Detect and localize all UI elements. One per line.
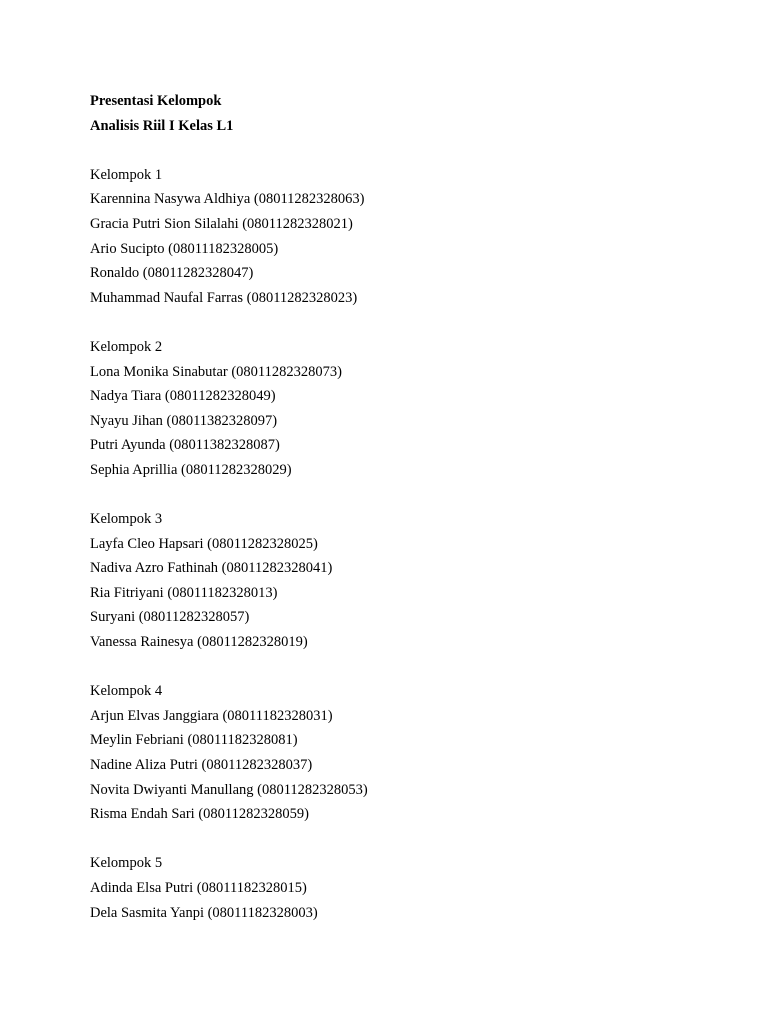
spacer bbox=[90, 310, 730, 335]
member-item: Muhammad Naufal Farras (08011282328023) bbox=[90, 289, 358, 306]
member-item: Karennina Nasywa Aldhiya (08011282328063) bbox=[90, 191, 365, 208]
member-item: Gracia Putri Sion Silalahi (08011282328021) bbox=[90, 215, 353, 232]
member-item: Risma Endah Sari (08011282328059) bbox=[90, 806, 309, 823]
group-4 bbox=[90, 679, 730, 827]
member-item: Nyayu Jihan (08011382328097) bbox=[90, 412, 278, 429]
member-item: Layfa Cleo Hapsari (08011282328025) bbox=[90, 535, 318, 552]
member-item: Nadine Aliza Putri (08011282328037) bbox=[90, 757, 313, 774]
member-item: Nadya Tiara (08011282328049) bbox=[90, 388, 276, 405]
spacer bbox=[90, 138, 730, 163]
member-item: Suryani (08011282328057) bbox=[90, 609, 250, 626]
group-1 bbox=[90, 163, 730, 311]
group-heading: Kelompok 3 bbox=[90, 511, 163, 528]
member-item: Ria Fitriyani (08011182328013) bbox=[90, 584, 278, 601]
group-3 bbox=[90, 507, 730, 655]
spacer bbox=[90, 827, 730, 852]
member-item: Putri Ayunda (08011382328087) bbox=[90, 437, 280, 454]
document-subtitle: Analisis Riil I Kelas L1 bbox=[90, 117, 234, 134]
spacer bbox=[90, 655, 730, 680]
group-2 bbox=[90, 335, 730, 483]
spacer bbox=[90, 483, 730, 508]
group-heading: Kelompok 5 bbox=[90, 855, 163, 872]
member-item: Meylin Febriani (08011182328081) bbox=[90, 732, 298, 749]
document-title: Presentasi Kelompok bbox=[90, 93, 222, 109]
member-item: Ronaldo (08011282328047) bbox=[90, 265, 254, 282]
member-item: Nadiva Azro Fathinah (08011282328041) bbox=[90, 560, 333, 577]
member-item: Novita Dwiyanti Manullang (08011282328053) bbox=[90, 781, 368, 798]
member-item: Vanessa Rainesya (08011282328019) bbox=[90, 634, 308, 651]
group-5 bbox=[90, 851, 730, 925]
member-item: Dela Sasmita Yanpi (08011182328003) bbox=[90, 904, 318, 921]
group-heading: Kelompok 1 bbox=[90, 166, 163, 183]
member-item: Sephia Aprillia (08011282328029) bbox=[90, 461, 292, 478]
member-item: Arjun Elvas Janggiara (08011182328031) bbox=[90, 707, 333, 724]
document-page bbox=[90, 89, 730, 925]
group-heading: Kelompok 2 bbox=[90, 338, 163, 355]
group-heading: Kelompok 4 bbox=[90, 683, 163, 700]
member-item: Ario Sucipto (08011182328005) bbox=[90, 240, 279, 257]
member-item: Adinda Elsa Putri (08011182328015) bbox=[90, 880, 307, 896]
member-item: Lona Monika Sinabutar (08011282328073) bbox=[90, 363, 342, 380]
